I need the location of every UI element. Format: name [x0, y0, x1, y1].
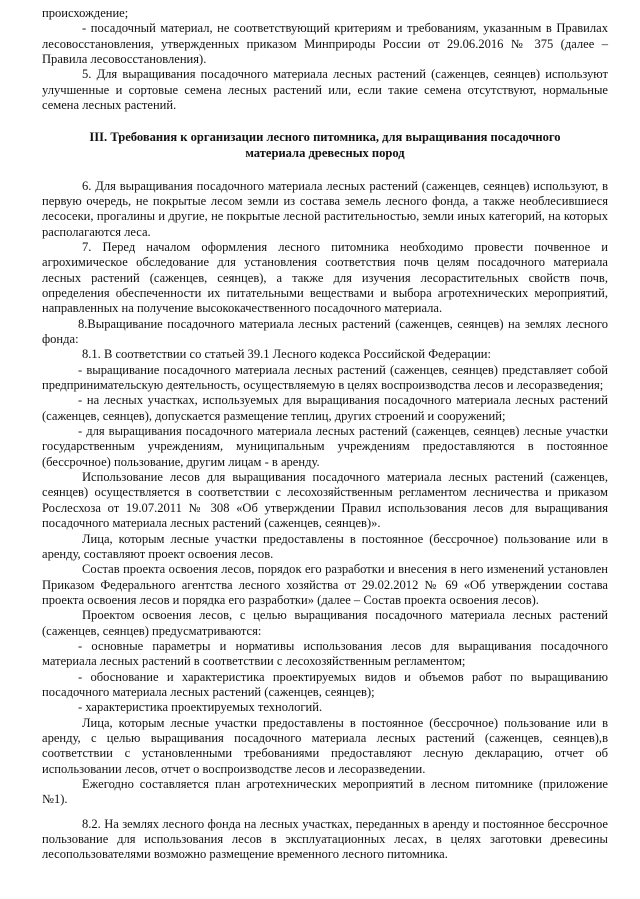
paragraph-item-8-2: 8.2. На землях лесного фонда на лесных участках, переданных в аренду и постоянное бессрочное пользование для использования лесов в эксплуатационных лесах, в целях заготовки древесины лесопользователями возможно размещение временного лесного питомника.: [42, 816, 608, 862]
paragraph-bullet-justification: - обоснование и характеристика проектируемых видов и объемов работ по выращиванию посадочного материала лесных растений (саженцев, сеянцев);: [42, 669, 608, 699]
paragraph-seedlings-noncompliant: - посадочный материал, не соответствующий критериям и требованиям, указанным в Правилах лесовосстановления, утвержденных приказом Минприроды России от 29.06.2016 № 375 (далее – Правила лесовосстановления).: [42, 21, 608, 67]
paragraph-bullet-business: - выращивание посадочного материала лесных растений (саженцев, сеянцев) представляет собой предпринимательскую деятельность, осуществляемую в целях воспроизводства лесов и лесоразведения;: [42, 362, 608, 393]
paragraph-item-8: 8.Выращивание посадочного материала лесных растений (саженцев, сеянцев) на землях лесного фонда:: [42, 316, 608, 347]
paragraph-development-project: Лица, которым лесные участки предоставлены в постоянное (бессрочное) пользование или в аренду, составляют проект освоения лесов.: [42, 531, 608, 561]
paragraph-annual-plan: Ежегодно составляется план агротехнических мероприятий в лесном питомнике (приложение №1).: [42, 777, 608, 807]
paragraph-bullet-greenhouses: - на лесных участках, используемых для выращивания посадочного материала лесных растений (саженцев, сеянцев), допускается размещение теплиц, других строений и сооружений;: [42, 393, 608, 423]
paragraph-item-8-1: 8.1. В соответствии со статьей 39.1 Лесного кодекса Российской Федерации:: [82, 347, 491, 362]
paragraph-item-5: 5. Для выращивания посадочного материала лесных растений (саженцев, сеянцев) используют улучшенные и сортовые семена лесных растений или, если такие семена отсутствуют, нормальные семена лесных растений.: [42, 67, 608, 113]
paragraph-forest-use: Использование лесов для выращивания посадочного материала лесных растений (саженцев, сеянцев) осуществляется в соответствии с лесохозяйственным регламентом лесничества и приказом Рослесхоза от 19.07.2011 № 308 «Об утверждении Правил использования лесов для выращивания посадочного материала лесных растений (саженцев, сеянцев)».: [42, 470, 608, 531]
paragraph-declaration: Лица, которым лесные участки предоставлены в постоянное (бессрочное) пользование или в аренду, с целью выращивания посадочного материала лесных растений (саженцев, сеянцев),в соответствии с установленными требованиями предоставляют лесную декларацию, отчет об использовании лесов, отчет о воспроизводстве лесов и лесоразведении.: [42, 715, 608, 776]
paragraph-bullet-technologies: - характеристика проектируемых технологий.: [78, 700, 323, 715]
paragraph-project-provisions: Проектом освоения лесов, с целью выращивания посадочного материала лесных растений (саженцев, сеянцев) предусматриваются:: [42, 608, 608, 638]
section-heading-iii: III. Требования к организации лесного питомника, для выращивания посадочного материала древесных пород: [89, 130, 561, 160]
paragraph-item-6: 6. Для выращивания посадочного материала лесных растений (саженцев, сеянцев) используют, в первую очередь, не покрытые лесом земли из состава земель лесного фонда, а также необлесившиеся лесосеки, прогалины и другие, не покрытые лесной растительностью, земли иных категорий, на которых располагаются леса.: [42, 178, 608, 239]
paragraph-continuation: происхождение;: [42, 6, 129, 20]
paragraph-bullet-lease: - для выращивания посадочного материала лесных растений (саженцев, сеянцев) лесные участки государственным учреждениям, муниципальным учреждениям предоставляются в постоянное (бессрочное) пользование, другим лицам - в аренду.: [42, 424, 608, 469]
paragraph-project-composition: Состав проекта освоения лесов, порядок его разработки и внесения в него изменений установлен Приказом Федерального агентства лесного хозяйства от 29.02.2012 № 69 «Об утверждении состава проекта освоения лесов и порядка его разработки» (далее – Состав проекта освоения лесов).: [42, 562, 608, 607]
paragraph-item-7: 7. Перед началом оформления лесного питомника необходимо провести почвенное и агрохимическое обследование для установления соответствия почв целям посадочного материала лесных растений (саженцев, сеянцев), а также для изучения лесорастительных свойств почв, определения обеспеченности их питательными веществами и выбора агротехнических мероприятий, направленных на получение высококачественного посадочного материала.: [42, 239, 608, 316]
paragraph-bullet-parameters: - основные параметры и нормативы использования лесов для выращивания посадочного материала лесных растений в соответствии с лесохозяйственным регламентом;: [42, 638, 608, 669]
